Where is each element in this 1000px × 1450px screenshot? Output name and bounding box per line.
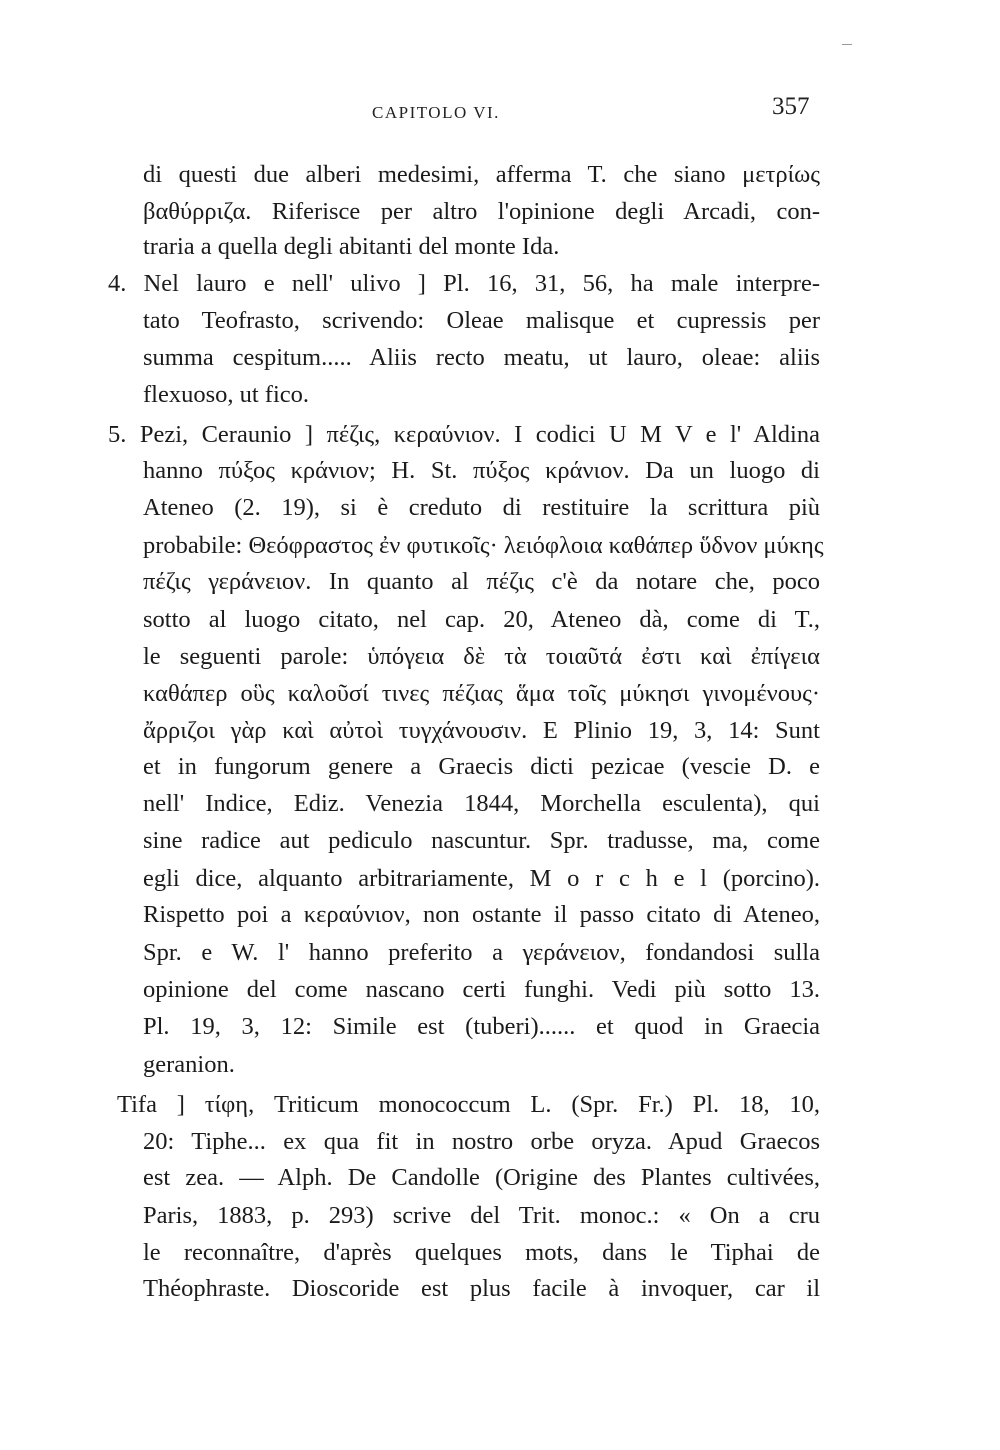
text-line: et in fungorum genere a Graecis dicti pezicae (vescie D. e [143, 753, 820, 780]
text-line: egli dice, alquanto arbitrariamente, M o r c h e l (porcino). [143, 865, 820, 892]
page-number: 357 [772, 93, 810, 120]
text-line: hanno πύξος κράνιον; H. St. πύξος κράνιον. Da un luogo di [143, 457, 820, 484]
text-line: summa cespitum..... Aliis recto meatu, ut lauro, oleae: aliis [143, 344, 820, 371]
note-5-line: 5. Pezi, Ceraunio ] πέζις, κεραύνιον. I codici U M V e l' Aldina [108, 421, 820, 448]
text-line: est zea. — Alph. De Candolle (Origine des Plantes cultivées, [143, 1164, 820, 1191]
text-line: geranion. [143, 1051, 235, 1078]
text-line: sotto al luogo citato, nel cap. 20, Ateneo dà, come di T., [143, 606, 820, 633]
text-line: tato Teofrasto, scrivendo: Oleae malisque et cupressis per [143, 307, 820, 334]
note-4-line: 4. Nel lauro e nell' ulivo ] Pl. 16, 31, 56, ha male interpre- [108, 270, 820, 297]
text-line: Théophraste. Dioscoride est plus facile à invoquer, car il [143, 1275, 820, 1302]
text-line: sine radice aut pediculo nascuntur. Spr. tradusse, ma, come [143, 827, 820, 854]
text-line: πέζις γεράνειον. In quanto al πέζις c'è da notare che, poco [143, 568, 820, 595]
text-line: nell' Indice, Ediz. Venezia 1844, Morchella esculenta), qui [143, 790, 820, 817]
text-line: flexuoso, ut fico. [143, 381, 310, 408]
text-line: Paris, 1883, p. 293) scrive del Trit. monoc.: « On a cru [143, 1202, 820, 1229]
text-line: 20: Tiphe... ex qua fit in nostro orbe oryza. Apud Graecos [143, 1128, 820, 1155]
text-line: ἄρριζοι γὰρ καὶ αὐτοὶ τυγχάνουσιν. E Plinio 19, 3, 14: Sunt [143, 717, 820, 744]
running-header-chapter: CAPITOLO VI. [372, 103, 500, 122]
text-line: probabile: Θεόφραστος ἐν φυτικοῖς· λειόφλοια καθάπερ ὕδνον μύκης [143, 532, 824, 559]
text-line: traria a quella degli abitanti del monte Ida. [143, 233, 560, 260]
text-line: καθάπερ οὓς καλοῦσί τινες πέζιας ἅμα τοῖς μύκησι γινομένους· [143, 680, 820, 707]
text-line: le seguenti parole: ὑπόγεια δὲ τὰ τοιαῦτά ἐστι καὶ ἐπίγεια [143, 643, 820, 670]
text-line: le reconnaître, d'après quelques mots, dans le Tiphai de [143, 1239, 820, 1266]
text-line: di questi due alberi medesimi, afferma T. che siano μετρίως [143, 161, 820, 188]
text-line: Pl. 19, 3, 12: Simile est (tuberi)...... et quod in Graecia [143, 1013, 820, 1040]
text-line: Ateneo (2. 19), si è creduto di restituire la scrittura più [143, 494, 820, 521]
text-line: opinione del come nascano certi funghi. Vedi più sotto 13. [143, 976, 820, 1003]
scan-mark [842, 44, 852, 45]
text-line: Spr. e W. l' hanno preferito a γεράνειον, fondandosi sulla [143, 939, 820, 966]
text-line: Rispetto poi a κεραύνιον, non ostante il passo citato di Ateneo, [143, 901, 820, 928]
tifa-note-line: Tifa ] τίφη, Triticum monococcum L. (Spr. Fr.) Pl. 18, 10, [117, 1091, 820, 1118]
text-line: βαθύρριζα. Riferisce per altro l'opinione degli Arcadi, con- [143, 198, 820, 225]
